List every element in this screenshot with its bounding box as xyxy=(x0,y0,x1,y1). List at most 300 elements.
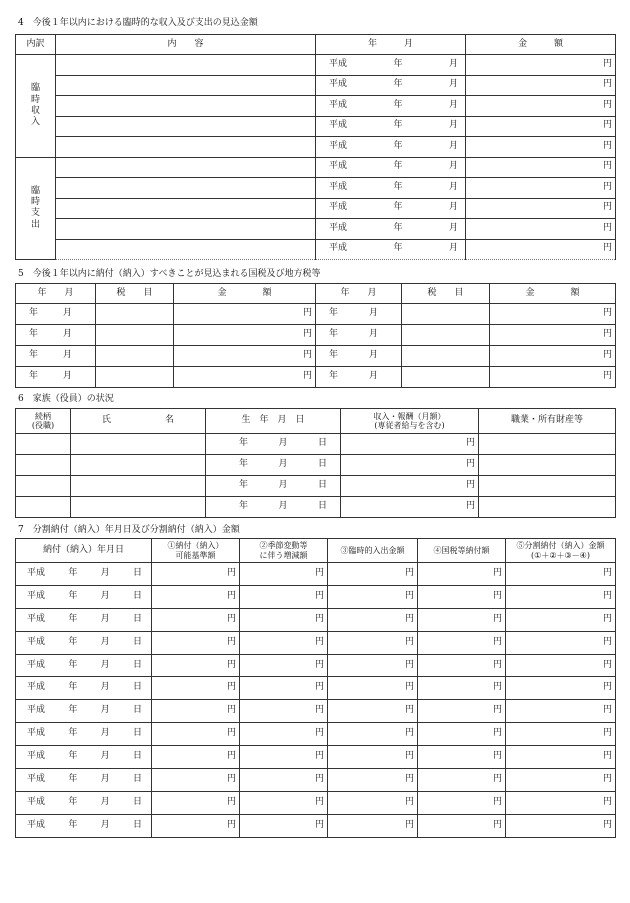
month-text: 月 xyxy=(100,751,110,762)
s4-content-cell[interactable] xyxy=(56,75,316,96)
s4-header-breakdown: 内訳 xyxy=(16,35,56,55)
month-text: 月 xyxy=(448,243,458,254)
month-text: 月 xyxy=(368,329,378,340)
s6-name-cell[interactable] xyxy=(71,434,206,455)
month-text: 月 xyxy=(278,480,288,491)
s5-tax-cell[interactable] xyxy=(96,304,174,325)
s4-row xyxy=(16,219,616,240)
s4-amount-cell[interactable] xyxy=(466,239,616,260)
s5-amount-cell[interactable] xyxy=(174,325,316,346)
s4-content-cell[interactable] xyxy=(56,239,316,260)
s7-date-cell[interactable] xyxy=(16,723,152,746)
s7-c3-cell[interactable] xyxy=(328,723,418,746)
s6-row xyxy=(16,476,616,497)
s6-birth-cell[interactable] xyxy=(206,476,341,497)
year-text: 年 xyxy=(239,501,249,512)
s4-amount-cell[interactable] xyxy=(466,55,616,76)
s4-expense-label xyxy=(16,157,56,260)
s7-c4-cell[interactable] xyxy=(418,723,506,746)
era-text: 平成 xyxy=(329,161,348,172)
s4-content-cell[interactable] xyxy=(56,157,316,178)
yen-text: 円 xyxy=(492,774,502,785)
s6-occupation-cell[interactable] xyxy=(479,455,616,476)
yen-text: 円 xyxy=(492,659,502,670)
s4-date-cell[interactable] xyxy=(316,137,466,158)
day-text: 日 xyxy=(132,819,142,830)
s6-row xyxy=(16,434,616,455)
yen-text: 円 xyxy=(226,728,236,739)
s4-content-cell[interactable] xyxy=(56,178,316,199)
s7-c3-cell[interactable] xyxy=(328,700,418,723)
month-text: 月 xyxy=(368,350,378,361)
yen-text: 円 xyxy=(602,58,612,69)
s7-c1-cell[interactable] xyxy=(152,723,240,746)
s7-c2-cell[interactable] xyxy=(240,608,328,631)
s7-date-cell[interactable] xyxy=(16,791,152,814)
s4-header-amount: 金 額 xyxy=(466,35,616,55)
yen-text: 円 xyxy=(314,682,324,693)
year-text: 年 xyxy=(329,371,339,382)
year-text: 年 xyxy=(393,161,403,172)
s7-c2-cell[interactable] xyxy=(240,769,328,792)
s7-c4-cell[interactable] xyxy=(418,608,506,631)
month-text: 月 xyxy=(100,590,110,601)
s5-tax-cell[interactable] xyxy=(402,304,490,325)
yen-text: 円 xyxy=(404,796,414,807)
s7-c1-cell[interactable] xyxy=(152,746,240,769)
month-text: 月 xyxy=(278,438,288,449)
s7-header-c2: ②季節変動等 に伴う増減額 xyxy=(240,539,328,563)
s5-date-cell[interactable] xyxy=(316,346,402,367)
s7-c5-cell[interactable] xyxy=(506,814,616,837)
s6-income-cell[interactable] xyxy=(341,455,479,476)
s7-c5-cell[interactable] xyxy=(506,563,616,586)
s7-c4-cell[interactable] xyxy=(418,677,506,700)
era-text: 平成 xyxy=(329,120,348,131)
era-text: 平成 xyxy=(329,243,348,254)
s7-c3-cell[interactable] xyxy=(328,677,418,700)
s7-c3-cell[interactable] xyxy=(328,814,418,837)
month-text: 月 xyxy=(100,568,110,578)
s7-c4-cell[interactable] xyxy=(418,746,506,769)
s4-content-cell[interactable] xyxy=(56,116,316,137)
yen-text: 円 xyxy=(602,682,612,693)
s5-date-cell[interactable] xyxy=(316,367,402,388)
day-text: 日 xyxy=(132,796,142,807)
month-text: 月 xyxy=(278,459,288,470)
month-text: 月 xyxy=(100,728,110,739)
s5-amount-cell[interactable] xyxy=(490,304,616,325)
year-text: 年 xyxy=(393,222,403,233)
s7-c1-cell[interactable] xyxy=(152,791,240,814)
year-text: 年 xyxy=(393,79,403,90)
year-text: 年 xyxy=(393,243,403,254)
yen-text: 円 xyxy=(602,350,612,361)
s4-amount-cell[interactable] xyxy=(466,178,616,199)
s7-c3-cell[interactable] xyxy=(328,746,418,769)
s7-date-cell[interactable] xyxy=(16,677,152,700)
s7-c5-cell[interactable] xyxy=(506,700,616,723)
s7-c2-cell[interactable] xyxy=(240,814,328,837)
s4-row xyxy=(16,239,616,260)
s7-date-cell[interactable] xyxy=(16,769,152,792)
s4-date-cell[interactable] xyxy=(316,157,466,178)
yen-text: 円 xyxy=(226,774,236,785)
s6-relation-cell[interactable] xyxy=(16,476,71,497)
s7-c2-cell[interactable] xyxy=(240,723,328,746)
yen-text: 円 xyxy=(602,371,612,382)
day-text: 日 xyxy=(132,682,142,693)
s7-c2-cell[interactable] xyxy=(240,700,328,723)
s6-occupation-cell[interactable] xyxy=(479,497,616,518)
s4-date-cell[interactable] xyxy=(316,219,466,240)
day-text: 日 xyxy=(317,438,327,449)
s5-tax-cell[interactable] xyxy=(96,346,174,367)
s5-amount-cell[interactable] xyxy=(174,346,316,367)
s6-relation-cell[interactable] xyxy=(16,455,71,476)
s4-date-cell[interactable] xyxy=(316,55,466,76)
s7-c3-cell[interactable] xyxy=(328,791,418,814)
s7-date-cell[interactable] xyxy=(16,585,152,608)
s6-income-cell[interactable] xyxy=(341,497,479,518)
s4-date-cell[interactable] xyxy=(316,75,466,96)
s7-c1-cell[interactable] xyxy=(152,631,240,654)
month-text: 月 xyxy=(62,371,72,382)
s5-header-date-left: 年 月 xyxy=(16,284,96,304)
s4-date-cell[interactable] xyxy=(316,239,466,260)
s5-amount-cell[interactable] xyxy=(490,325,616,346)
s5-date-cell[interactable] xyxy=(316,304,402,325)
s6-relation-cell[interactable] xyxy=(16,434,71,455)
s7-row xyxy=(16,654,616,677)
yen-text: 円 xyxy=(404,705,414,716)
s7-header-date: 納付（納入）年月日 xyxy=(16,539,152,563)
month-text: 月 xyxy=(62,350,72,361)
month-text: 月 xyxy=(100,705,110,716)
day-text: 日 xyxy=(317,501,327,512)
s7-date-cell[interactable] xyxy=(16,563,152,586)
year-text: 年 xyxy=(68,590,78,601)
month-text: 月 xyxy=(100,796,110,807)
s7-c4-cell[interactable] xyxy=(418,563,506,586)
year-text: 年 xyxy=(68,819,78,830)
month-text: 月 xyxy=(100,613,110,624)
s7-c2-cell[interactable] xyxy=(240,746,328,769)
s7-c5-cell[interactable] xyxy=(506,585,616,608)
s5-row xyxy=(16,325,616,346)
s4-date-cell[interactable] xyxy=(316,116,466,137)
s5-date-cell[interactable] xyxy=(16,346,96,367)
month-text: 月 xyxy=(278,501,288,512)
s7-date-cell[interactable] xyxy=(16,746,152,769)
yen-text: 円 xyxy=(226,568,236,578)
yen-text: 円 xyxy=(226,796,236,807)
s7-c2-cell[interactable] xyxy=(240,791,328,814)
yen-text: 円 xyxy=(314,659,324,670)
s5-tax-cell[interactable] xyxy=(402,346,490,367)
month-text: 月 xyxy=(448,99,458,110)
year-text: 年 xyxy=(393,181,403,192)
s7-c5-cell[interactable] xyxy=(506,631,616,654)
s7-header-c4: ④国税等納付額 xyxy=(418,539,506,563)
s4-content-cell[interactable] xyxy=(56,198,316,219)
yen-text: 円 xyxy=(226,590,236,601)
s5-amount-cell[interactable] xyxy=(174,304,316,325)
s4-date-cell[interactable] xyxy=(316,96,466,117)
s7-c4-cell[interactable] xyxy=(418,769,506,792)
s7-date-cell[interactable] xyxy=(16,631,152,654)
yen-text: 円 xyxy=(492,568,502,578)
s5-amount-cell[interactable] xyxy=(490,346,616,367)
s5-tax-cell[interactable] xyxy=(96,367,174,388)
yen-text: 円 xyxy=(302,329,312,340)
s5-tax-cell[interactable] xyxy=(402,367,490,388)
s7-header-c1: ①納付（納入） 可能基準額 xyxy=(152,539,240,563)
s7-date-cell[interactable] xyxy=(16,814,152,837)
s4-amount-cell[interactable] xyxy=(466,219,616,240)
yen-text: 円 xyxy=(602,636,612,647)
s7-c1-cell[interactable] xyxy=(152,769,240,792)
year-text: 年 xyxy=(68,751,78,762)
era-text: 平成 xyxy=(27,728,46,739)
s6-name-cell[interactable] xyxy=(71,455,206,476)
yen-text: 円 xyxy=(314,774,324,785)
s5-amount-cell[interactable] xyxy=(490,367,616,388)
s5-amount-cell[interactable] xyxy=(174,367,316,388)
s7-c4-cell[interactable] xyxy=(418,654,506,677)
s7-c1-cell[interactable] xyxy=(152,677,240,700)
s4-amount-cell[interactable] xyxy=(466,75,616,96)
s7-c5-cell[interactable] xyxy=(506,677,616,700)
year-text: 年 xyxy=(68,613,78,624)
yen-text: 円 xyxy=(602,243,612,254)
yen-text: 円 xyxy=(226,705,236,716)
s5-header-date-right: 年 月 xyxy=(316,284,402,304)
s7-c2-cell[interactable] xyxy=(240,585,328,608)
yen-text: 円 xyxy=(314,705,324,716)
s7-c4-cell[interactable] xyxy=(418,631,506,654)
s7-c3-cell[interactable] xyxy=(328,654,418,677)
s6-name-cell[interactable] xyxy=(71,476,206,497)
day-text: 日 xyxy=(132,568,142,578)
year-text: 年 xyxy=(68,728,78,739)
yen-text: 円 xyxy=(314,613,324,624)
day-text: 日 xyxy=(132,659,142,670)
s7-c5-cell[interactable] xyxy=(506,791,616,814)
yen-text: 円 xyxy=(465,501,475,512)
s4-date-cell[interactable] xyxy=(316,198,466,219)
s6-row xyxy=(16,497,616,518)
s4-amount-cell[interactable] xyxy=(466,116,616,137)
s6-header-income: 収入・報酬（月額） (専従者給与を含む) xyxy=(341,409,479,434)
day-text: 日 xyxy=(132,751,142,762)
s7-row xyxy=(16,585,616,608)
s4-amount-cell[interactable] xyxy=(466,198,616,219)
s6-occupation-cell[interactable] xyxy=(479,434,616,455)
s5-date-cell[interactable] xyxy=(16,367,96,388)
s7-c5-cell[interactable] xyxy=(506,746,616,769)
yen-text: 円 xyxy=(602,308,612,319)
s7-c1-cell[interactable] xyxy=(152,563,240,586)
yen-text: 円 xyxy=(602,181,612,192)
era-text: 平成 xyxy=(329,202,348,213)
s7-c3-cell[interactable] xyxy=(328,563,418,586)
s6-birth-cell[interactable] xyxy=(206,455,341,476)
era-text: 平成 xyxy=(27,751,46,762)
s5-tax-cell[interactable] xyxy=(96,325,174,346)
s4-content-cell[interactable] xyxy=(56,219,316,240)
s7-c5-cell[interactable] xyxy=(506,654,616,677)
yen-text: 円 xyxy=(492,819,502,830)
yen-text: 円 xyxy=(404,682,414,693)
s5-tax-cell[interactable] xyxy=(402,325,490,346)
yen-text: 円 xyxy=(226,751,236,762)
section4-heading: 4 今後１年以内における臨時的な収入及び支出の見込金額 xyxy=(18,18,258,28)
era-text: 平成 xyxy=(27,705,46,716)
day-text: 日 xyxy=(317,480,327,491)
s7-c2-cell[interactable] xyxy=(240,631,328,654)
month-text: 月 xyxy=(62,329,72,340)
yen-text: 円 xyxy=(404,728,414,739)
s7-c1-cell[interactable] xyxy=(152,585,240,608)
s4-amount-cell[interactable] xyxy=(466,157,616,178)
s7-row xyxy=(16,746,616,769)
yen-text: 円 xyxy=(602,819,612,830)
s4-row xyxy=(16,116,616,137)
year-text: 年 xyxy=(68,682,78,693)
s5-date-cell[interactable] xyxy=(16,325,96,346)
s6-occupation-cell[interactable] xyxy=(479,476,616,497)
s7-header-c3: ③臨時的入出金額 xyxy=(328,539,418,563)
yen-text: 円 xyxy=(492,751,502,762)
era-text: 平成 xyxy=(329,58,348,69)
year-text: 年 xyxy=(68,568,78,578)
s7-c1-cell[interactable] xyxy=(152,608,240,631)
s5-date-cell[interactable] xyxy=(16,304,96,325)
year-text: 年 xyxy=(239,459,249,470)
s7-c1-cell[interactable] xyxy=(152,814,240,837)
s6-header-occupation: 職業・所有財産等 xyxy=(479,409,616,434)
s6-relation-cell[interactable] xyxy=(16,497,71,518)
s4-expense-label-text: 臨時支出 xyxy=(31,185,41,230)
s7-c5-cell[interactable] xyxy=(506,769,616,792)
s4-income-label-text: 臨時収入 xyxy=(31,83,41,127)
s5-header-tax-left: 税 目 xyxy=(96,284,174,304)
s4-content-cell[interactable] xyxy=(56,96,316,117)
s6-header-name: 氏 名 xyxy=(71,409,206,434)
yen-text: 円 xyxy=(465,480,475,491)
s7-c3-cell[interactable] xyxy=(328,631,418,654)
s7-c4-cell[interactable] xyxy=(418,585,506,608)
section6-table-wrap xyxy=(15,408,615,518)
yen-text: 円 xyxy=(492,728,502,739)
s7-c5-cell[interactable] xyxy=(506,723,616,746)
s4-date-cell[interactable] xyxy=(316,178,466,199)
section5-heading: 5 今後１年以内に納付（納入）すべきことが見込まれる国税及び地方税等 xyxy=(18,269,321,279)
yen-text: 円 xyxy=(492,796,502,807)
s7-c2-cell[interactable] xyxy=(240,654,328,677)
yen-text: 円 xyxy=(302,308,312,319)
year-text: 年 xyxy=(329,350,339,361)
month-text: 月 xyxy=(448,140,458,151)
s7-c1-cell[interactable] xyxy=(152,700,240,723)
era-text: 平成 xyxy=(329,79,348,90)
s6-birth-cell[interactable] xyxy=(206,497,341,518)
s7-c1-cell[interactable] xyxy=(152,654,240,677)
month-text: 月 xyxy=(448,161,458,172)
s7-date-cell[interactable] xyxy=(16,654,152,677)
yen-text: 円 xyxy=(602,161,612,172)
s4-amount-cell[interactable] xyxy=(466,96,616,117)
s7-c3-cell[interactable] xyxy=(328,585,418,608)
s7-c2-cell[interactable] xyxy=(240,677,328,700)
s5-header-tax-right: 税 目 xyxy=(402,284,490,304)
s7-c4-cell[interactable] xyxy=(418,700,506,723)
era-text: 平成 xyxy=(27,819,46,830)
s4-content-cell[interactable] xyxy=(56,55,316,76)
era-text: 平成 xyxy=(27,568,46,578)
yen-text: 円 xyxy=(314,568,324,578)
s7-row xyxy=(16,700,616,723)
s4-amount-cell[interactable] xyxy=(466,137,616,158)
era-text: 平成 xyxy=(329,99,348,110)
yen-text: 円 xyxy=(602,99,612,110)
s7-date-cell[interactable] xyxy=(16,608,152,631)
month-text: 月 xyxy=(448,222,458,233)
s7-c2-cell[interactable] xyxy=(240,563,328,586)
s5-date-cell[interactable] xyxy=(316,325,402,346)
s7-c4-cell[interactable] xyxy=(418,814,506,837)
s6-birth-cell[interactable] xyxy=(206,434,341,455)
s7-row xyxy=(16,723,616,746)
month-text: 月 xyxy=(100,636,110,647)
s6-header-birth: 生 年 月 日 xyxy=(206,409,341,434)
s6-income-cell[interactable] xyxy=(341,434,479,455)
era-text: 平成 xyxy=(27,796,46,807)
section6-table xyxy=(15,408,616,518)
yen-text: 円 xyxy=(602,613,612,624)
month-text: 月 xyxy=(448,120,458,131)
s6-name-cell[interactable] xyxy=(71,497,206,518)
s6-income-cell[interactable] xyxy=(341,476,479,497)
s4-row xyxy=(16,55,616,76)
s5-row xyxy=(16,367,616,388)
yen-text: 円 xyxy=(404,613,414,624)
yen-text: 円 xyxy=(602,222,612,233)
section7-table-wrap xyxy=(15,538,615,838)
year-text: 年 xyxy=(68,705,78,716)
s7-c4-cell[interactable] xyxy=(418,791,506,814)
s4-content-cell[interactable] xyxy=(56,137,316,158)
section7-heading: 7 分割納付（納入）年月日及び分割納付（納入）金額 xyxy=(18,525,240,535)
s7-date-cell[interactable] xyxy=(16,700,152,723)
year-text: 年 xyxy=(329,329,339,340)
s7-c5-cell[interactable] xyxy=(506,608,616,631)
yen-text: 円 xyxy=(602,728,612,739)
year-text: 年 xyxy=(68,774,78,785)
day-text: 日 xyxy=(132,705,142,716)
month-text: 月 xyxy=(448,58,458,69)
yen-text: 円 xyxy=(302,371,312,382)
yen-text: 円 xyxy=(492,705,502,716)
s7-c3-cell[interactable] xyxy=(328,608,418,631)
month-text: 月 xyxy=(368,308,378,319)
s7-row xyxy=(16,608,616,631)
year-text: 年 xyxy=(393,58,403,69)
s7-c3-cell[interactable] xyxy=(328,769,418,792)
month-text: 月 xyxy=(100,819,110,830)
s5-row xyxy=(16,346,616,367)
